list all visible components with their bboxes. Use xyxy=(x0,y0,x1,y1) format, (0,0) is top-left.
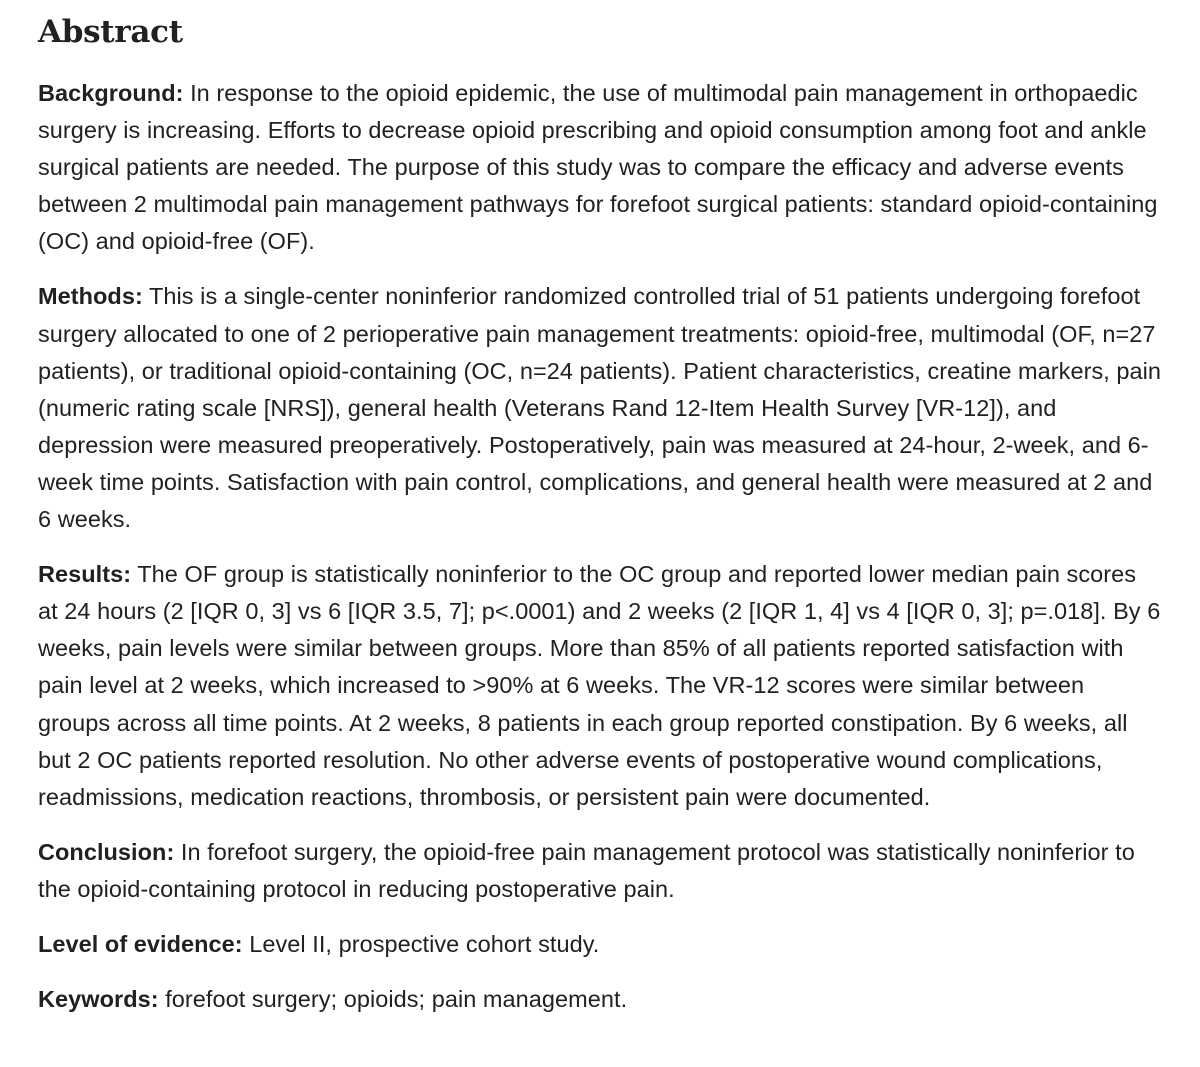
methods-label: Methods: xyxy=(38,283,143,310)
methods-section xyxy=(38,278,1162,538)
abstract-heading: Abstract xyxy=(38,14,183,50)
level-of-evidence-section xyxy=(38,926,1162,963)
conclusion-text: In forefoot surgery, the opioid-free pain management protocol was statistically noninferior to the opioid-containing protocol in reducing postoperative pain. xyxy=(38,838,1135,902)
keywords-label: Keywords: xyxy=(38,986,159,1013)
background-label: Background: xyxy=(38,80,184,106)
background-section xyxy=(38,75,1162,260)
results-text: The OF group is statistically noninferior to the OC group and reported lower median pain scores at 24 hours (2 [IQR 0, 3] vs 6 [IQR 3.5, 7]; p<.0001) and 2 weeks (2 [IQR 1, 4] vs 4 [IQR 0, 3]; p=.018]. By 6 weeks, pain levels were similar between groups. More than 85% of all patients reported satisfaction with pain level at 2 weeks, which increased to >90% at 6 weeks. The VR-12 scores were similar between groups across all time points. At 2 weeks, 8 patients in each group reported constipation. By 6 weeks, all but 2 OC patients reported resolution. No other adverse events of postoperative wound complications, readmissions, medication reactions, thrombosis, or persistent pain were documented. xyxy=(38,561,1161,810)
methods-text: This is a single-center noninferior randomized controlled trial of 51 patients undergoing forefoot surgery allocated to one of 2 perioperative pain management treatments: opioid-free, multimodal (OF, n=27 patients), or traditional opioid-containing (OC, n=24 patients). Patient characteristics, creatine markers, pain (numeric rating scale [NRS]), general health (Veterans Rand 12-Item Health Survey [VR-12]), and depression were measured preoperatively. Postoperatively, pain was measured at 24-hour, 2-week, and 6-week time points. Satisfaction with pain control, complications, and general health were measured at 2 and 6 weeks. xyxy=(38,283,1162,533)
results-label: Results: xyxy=(38,561,132,588)
keywords-text: forefoot surgery; opioids; pain management. xyxy=(165,986,628,1013)
level-of-evidence-label: Level of evidence: xyxy=(38,930,243,957)
background-text: In response to the opioid epidemic, the use of multimodal pain management in orthopaedic surgery is increasing. Efforts to decrease opioid prescribing and opioid consumption among foot and ankle surgical patients are needed. The purpose of this study was to compare the efficacy and adverse events between 2 multimodal pain management pathways for forefoot surgical patients: standard opioid-containing (OC) and opioid-free (OF). xyxy=(38,80,1158,255)
level-of-evidence-text: Level II, prospective cohort study. xyxy=(249,930,600,957)
abstract xyxy=(38,10,1162,1036)
conclusion-section xyxy=(38,834,1162,908)
conclusion-label: Conclusion: xyxy=(38,838,175,865)
results-section xyxy=(38,556,1162,816)
keywords-section xyxy=(38,981,1162,1018)
